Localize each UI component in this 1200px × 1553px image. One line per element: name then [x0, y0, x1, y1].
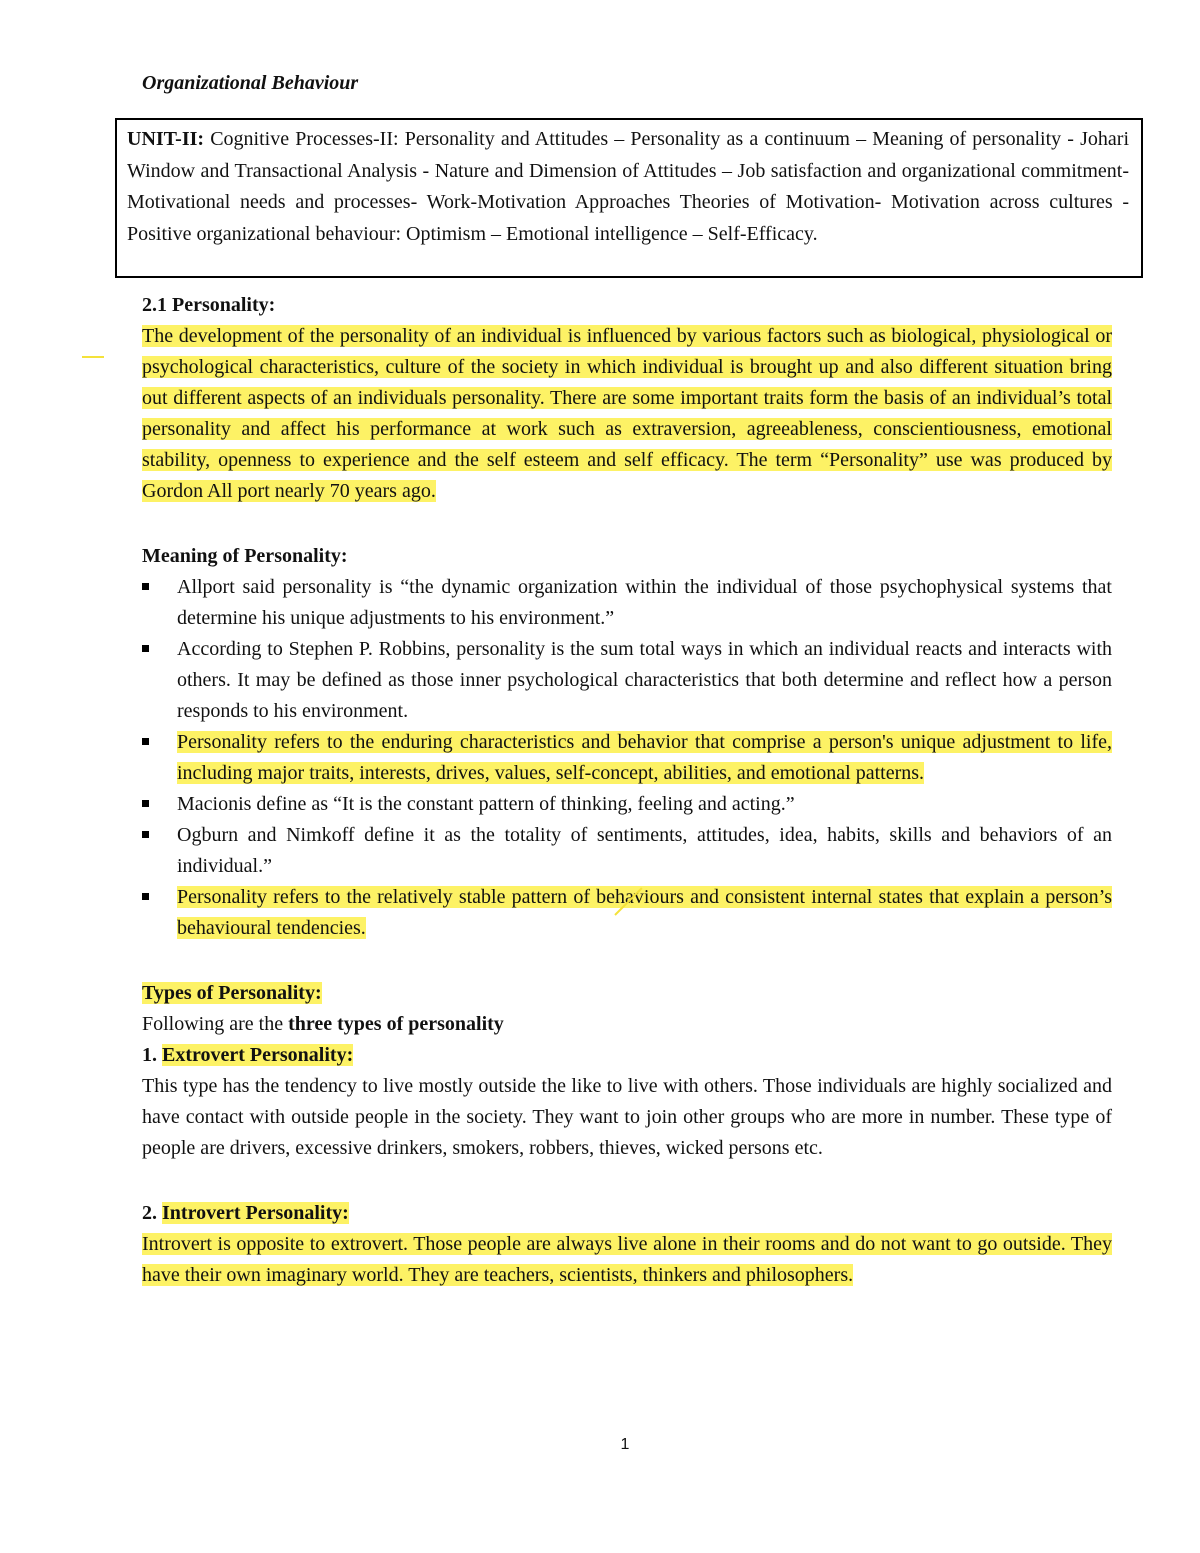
- personality-section: [142, 290, 1112, 1291]
- personality-paragraph: [142, 321, 1112, 507]
- types-intro-prefix: Following are the: [142, 1013, 289, 1035]
- meaning-bullet-1: Allport said personality is “the dynamic organization within the individual of those psychophysical systems that determine his unique adjustments to his environment.”: [177, 576, 1112, 629]
- list-item: [142, 789, 1112, 820]
- meaning-bullet-5: Ogburn and Nimkoff define it as the totality of sentiments, attitudes, idea, habits, skills and behaviors of an individual.”: [177, 824, 1112, 877]
- meaning-bullet-3: Personality refers to the enduring characteristics and behavior that comprise a person's unique adjustment to life, including major traits, interests, drives, values, self-concept, abilities, and emotional patterns.: [177, 731, 1112, 784]
- personality-heading: 2.1 Personality:: [142, 294, 276, 316]
- page-number: 1: [620, 1436, 630, 1453]
- bullet-square-icon: [142, 583, 149, 590]
- extrovert-number: 1.: [142, 1044, 162, 1066]
- list-item: [142, 820, 1112, 882]
- types-heading: [142, 978, 1112, 1009]
- meaning-bullet-6: Personality refers to the relatively stable pattern of behaviours and consistent internal states that explain a person’s behavioural tendencies.: [177, 886, 1112, 939]
- list-item: [142, 727, 1112, 789]
- introvert-paragraph: [142, 1229, 1112, 1291]
- types-heading-text: Types of Personality:: [142, 982, 322, 1004]
- bullet-square-icon: [142, 831, 149, 838]
- bullet-square-icon: [142, 800, 149, 807]
- list-item: [142, 634, 1112, 727]
- extrovert-heading: [142, 1040, 1112, 1071]
- personality-paragraph-text: The development of the personality of an individual is influenced by various factors such as biological, physiological or psychological characteristics, culture of the society in which individual is brought up and also different situation bring out different aspects of an individuals personality. There are some important traits form the basis of an individual’s total personality and affect his performance at work such as extraversion, agreeableness, conscientiousness, emotional stability, openness to experience and the self esteem and self efficacy. The term “Personality” use was produced by Gordon All port nearly 70 years ago.: [142, 325, 1112, 502]
- document-title: Organizational Behaviour: [142, 72, 359, 94]
- meaning-bullet-4: Macionis define as “It is the constant pattern of thinking, feeling and acting.”: [177, 793, 795, 815]
- introvert-paragraph-text: Introvert is opposite to extrovert. Those people are always live alone in their rooms and do not want to go outside. They have their own imaginary world. They are teachers, scientists, thinkers and philosophers.: [142, 1233, 1112, 1286]
- meaning-bullet-2: According to Stephen P. Robbins, personality is the sum total ways in which an individual reacts and interacts with others. It may be defined as those inner psychological characteristics that both determine and reflect how a person responds to his environment.: [177, 638, 1112, 722]
- introvert-heading: [142, 1198, 1112, 1229]
- unit-text: Cognitive Processes-II: Personality and Attitudes – Personality as a continuum – Meaning of personality - Johari Window and Transactional Analysis - Nature and Dimension of Attitudes – Job satisfaction and organizational commitment-Motivational needs and processes- Work-Motivation Approaches Theories of Motivation- Motivation across cultures - Positive organizational behaviour: Optimism – Emotional intelligence – Self-Efficacy.: [127, 128, 1129, 245]
- extrovert-heading-text: Extrovert Personality:: [162, 1044, 354, 1066]
- list-item: [142, 572, 1112, 634]
- types-intro: [142, 1009, 1112, 1040]
- introvert-number: 2.: [142, 1202, 162, 1224]
- unit-syllabus-box: [115, 118, 1143, 278]
- introvert-heading-text: Introvert Personality:: [162, 1202, 349, 1224]
- bullet-square-icon: [142, 893, 149, 900]
- bullet-square-icon: [142, 738, 149, 745]
- meaning-heading: Meaning of Personality:: [142, 545, 348, 567]
- meaning-list: [142, 572, 1112, 944]
- extrovert-paragraph: This type has the tendency to live mostly outside the like to live with others. Those individuals are highly socialized and have contact with outside people in the society. They want to join other groups who are more in number. These type of people are drivers, excessive drinkers, smokers, robbers, thieves, wicked persons etc.: [142, 1075, 1112, 1159]
- unit-label: UNIT-II:: [127, 128, 205, 150]
- highlight-stray-mark: [82, 356, 104, 358]
- bullet-square-icon: [142, 645, 149, 652]
- types-intro-bold: three types of personality: [288, 1013, 504, 1035]
- list-item: [142, 882, 1112, 944]
